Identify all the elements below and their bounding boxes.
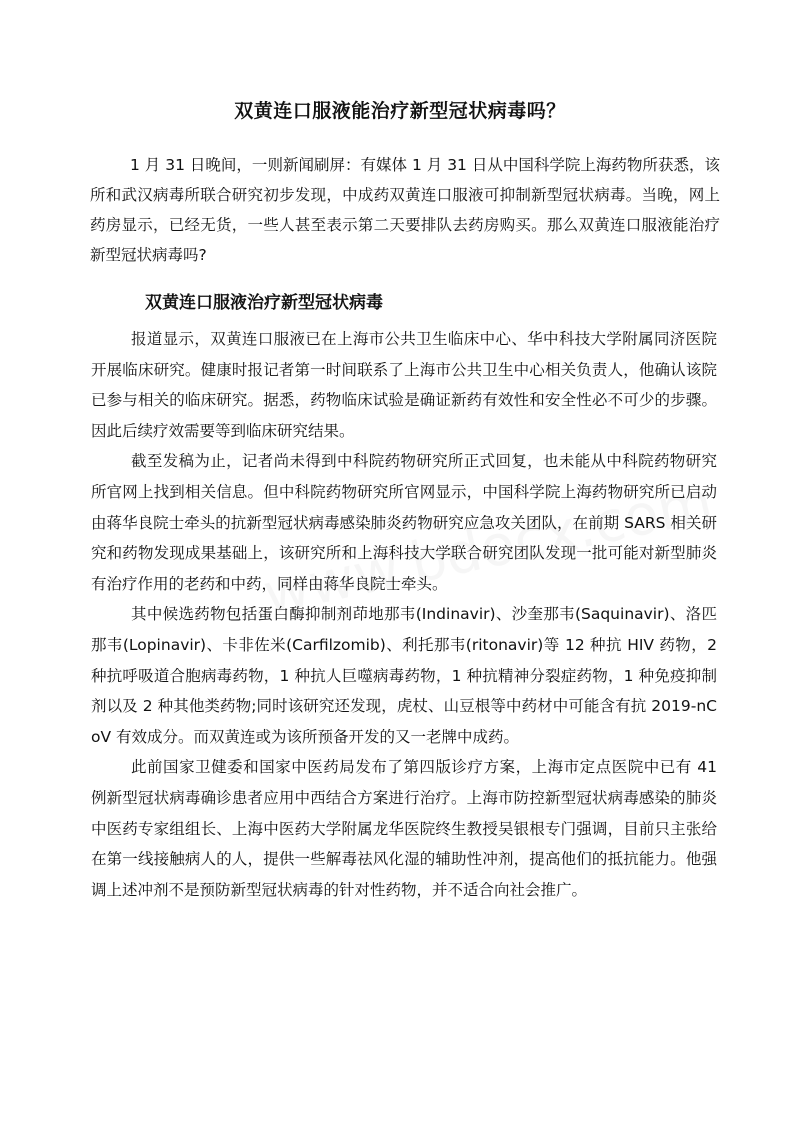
body-paragraph-4: 此前国家卫健委和国家中医药局发布了第四版诊疗方案，上海市定点医院中已有 41 例新型冠状病毒确诊患者应用中西结合方案进行治疗。上海市防控新型冠状病毒感染的肺炎中医药专家组组长、上海中医药大学附属龙华医院终生教授吴银根专门强调，目前只主张给在第一线接触病人的人，提供一些解毒祛风化湿的辅助性冲剂，提高他们的抵抗能力。他强调上述冲剂不是预防新型冠状病毒的针对性药物，并不适合向社会推广。 [91, 758, 717, 899]
section-heading: 双黄连口服液治疗新型冠状病毒 [145, 293, 383, 313]
article-body [91, 324, 717, 905]
body-paragraph-1: 报道显示，双黄连口服液已在上海市公共卫生临床中心、华中科技大学附属同济医院开展临床研究。健康时报记者第一时间联系了上海市公共卫生中心相关负责人，他确认该院已参与相关的临床研究。据悉，药物临床试验是确证新药有效性和安全性必不可少的步骤。因此后续疗效需要等到临床研究结果。 [91, 330, 717, 440]
body-paragraph-2: 截至发稿为止，记者尚未得到中科院药物研究所正式回复，也未能从中科院药物研究所官网上找到相关信息。但中科院药物研究所官网显示，中国科学院上海药物研究所已启动由蒋华良院士牵头的抗新型冠状病毒感染肺炎药物研究应急攻关团队，在前期 SARS 相关研究和药物发现成果基础上，该研究所和上海科技大学联合研究团队发现一批可能对新型肺炎有治疗作用的老药和中药，同样由蒋华良院士牵头。 [91, 452, 717, 593]
page-title: 双黄连口服液能治疗新型冠状病毒吗？ [234, 100, 566, 122]
body-paragraph-3: 其中候选药物包括蛋白酶抑制剂茚地那韦(Indinavir)、沙奎那韦(Saquinavir)、洛匹那韦(Lopinavir)、卡非佐米(Carfilzomib)、利托那韦(ritonavir)等 12 种抗 HIV 药物，2 种抗呼吸道合胞病毒药物，1 种抗人巨噬病毒药物，1 种抗精神分裂症药物，1 种免疫抑制剂以及 2 种其他类药物;同时该研究还发现，虎杖、山豆根等中药材中可能含有抗 2019-nCoV 有效成分。而双黄连或为该所预备开发的又一老牌中成药。 [91, 605, 717, 746]
intro-paragraph: 1 月 31 日晚间，一则新闻刷屏：有媒体 1 月 31 日从中国科学院上海药物所获悉，该所和武汉病毒所联合研究初步发现，中成药双黄连口服液可抑制新型冠状病毒。当晚，网上药房显示，已经无货，一些人甚至表示第二天要排队去药房购买。那么双黄连口服液能治疗新型冠状病毒吗? [90, 156, 720, 264]
